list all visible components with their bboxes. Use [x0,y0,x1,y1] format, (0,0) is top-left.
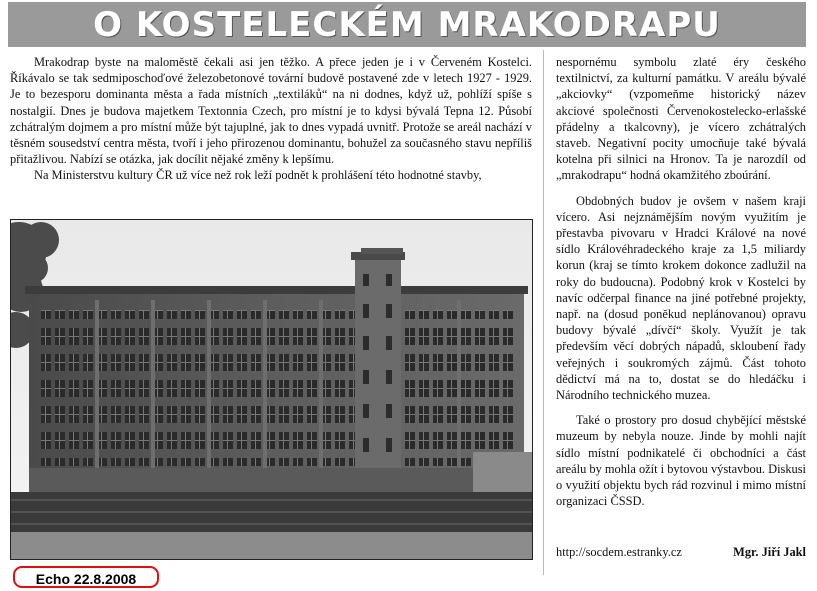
paragraph: Také o prostory pro dosud chybějící městské muzeum by nebyla nouze. Jinde by mohli najít sídlo místní podnikatelé či obchodníci a část areálu by mohla ožít i bytovou výstavbou. Diskusi o využití objektu bych rád rozvinul i mimo místní organizaci ČSSD. [556,413,806,509]
signature-row [556,543,806,561]
source-badge: Echo 22.8.2008 [13,566,159,588]
factory-building-photo [10,219,533,560]
right-column [556,54,806,509]
headline: O KOSTELECKÉM MRAKODRAPU [8,2,806,47]
paragraph: Mrakodrap byste na maloměstě čekali asi jen těžko. A přece jeden je i v Červeném Kostelci. Říkávalo se tak sedmiposchoďové železobetonové tovární budově postavené zde v letech 1927 - 1929. Je to bezesporu dominanta města a řada místních „textiláků“ na ni dodnes, když už, pohlíží spíše s nostalgií. Dnes je budova majetkem Textonnia Czech, pro místní je to kdysi bývalá Tepna 12. Působí zchátralým dojmem a pro místní může být tajuplné, jak to dnes vypadá uvnitř. Protože se areál nachází v těsném sousedství centra města, tvoří i jeho přirozenou dominantu, bohužel za současného stavu nepříliš přitažlivou. Nabízí se otázka, jak docílit nějaké změny k lepšímu. [10,55,532,167]
paragraph: Na Ministerstvu kultury ČR už více než rok leží podnět k prohlášení této hodnotné stavby, [34,168,482,183]
column-divider [543,50,544,575]
author-name: Mgr. Jiří Jakl [733,545,806,559]
paragraph: nespornému symbolu zlaté éry českého textilnictví, za kulturní památku. V areálu bývalé „akciovky“ (vzpomeňme historický název akciové společnosti Červenokostelecko-erlašské přádelny a tkalcovny), je vícero zchátralých staveb. Negativní pocity umocňuje také bývalá kotelna při silnici na Hronov. Ta je narozdíl od „mrakodrapu“ hodná okamžitého zboúrání. [556,55,806,183]
source-url: http://socdem.estranky.cz [556,545,682,559]
left-column [10,54,532,184]
paragraph: Obdobných budov je ovšem v našem kraji vícero. Asi nejznámějším novým využitím je přestavba pivovaru v Hradci Králové na nové sídlo Královéhradeckého kraje za 1,5 miliardy korun (kraj se tímto krokem dokonce zadlužil na roky do budoucna). Podobný krok v Kostelci by navíc odčerpal finance na jiné potřebné projekty, např. na (dosud poněkud neplánovanou) opravu budovy bývalé „dívčí“ školy. Využít je tak především věcí dobrých nápadů, skloubení řady veřejných i soukromých zájmů. Část tohoto dědictví má na to, dostat se do hledáčku i Národního technického muzea. [556,193,806,403]
